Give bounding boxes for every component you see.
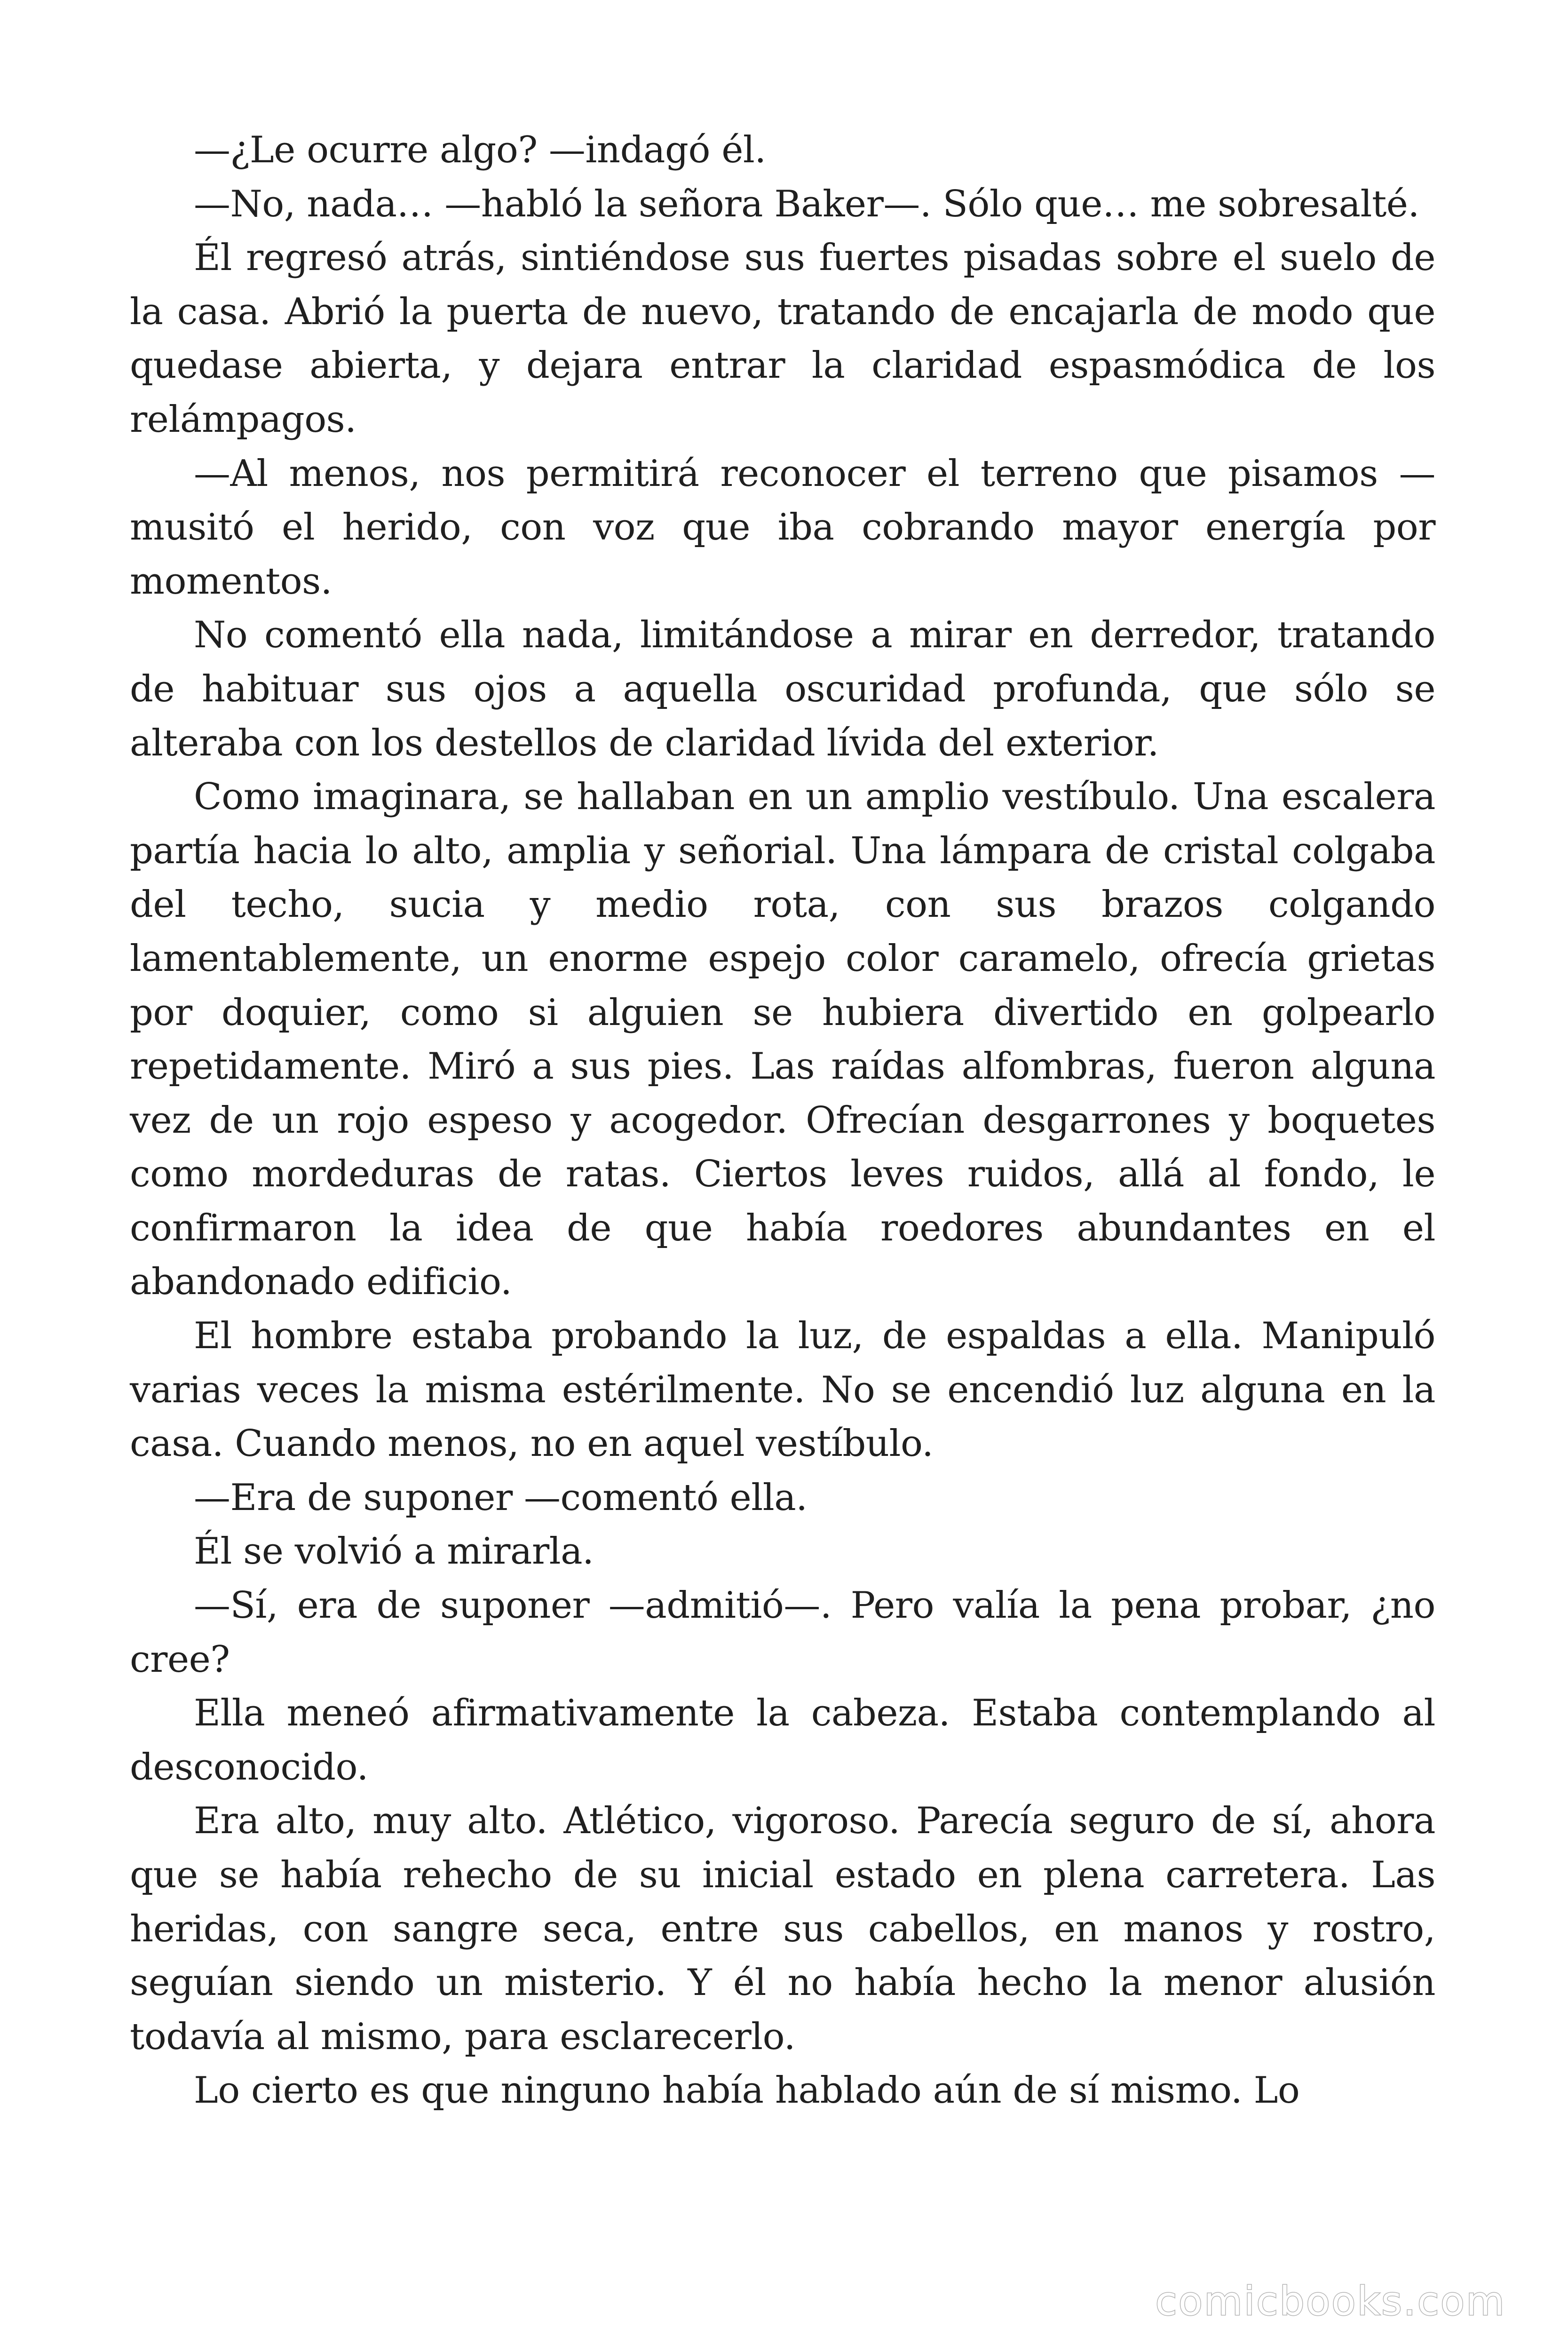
paragraph-11: Ella meneó afirmativamente la cabeza. Estaba contemplando al desconocido.	[130, 1692, 1435, 1788]
paragraph-7: El hombre estaba probando la luz, de espaldas a ella. Manipuló varias veces la misma estérilmente. No se encendió luz alguna en la casa. Cuando menos, no en aquel vestíbulo.	[130, 1315, 1435, 1465]
paragraph-6: Como imaginara, se hallaban en un amplio vestíbulo. Una escalera partía hacia lo alto, amplia y señorial. Una lámpara de cristal colgaba del techo, sucia y medio rota, con sus brazos colgando lamentablemente, un enorme espejo color caramelo, ofrecía grietas por doquier, como si alguien se hubiera divertido en golpearlo repetidamente. Miró a sus pies. Las raídas alfombras, fueron alguna vez de un rojo espeso y acogedor. Ofrecían desgarrones y boquetes como mordeduras de ratas. Ciertos leves ruidos, allá al fondo, le confirmaron la idea de que había roedores abundantes en el abandonado edificio.	[130, 776, 1435, 1303]
paragraph-3: Él regresó atrás, sintiéndose sus fuertes pisadas sobre el suelo de la casa. Abrió la puerta de nuevo, tratando de encajarla de modo que quedase abierta, y dejara entrar la claridad espasmódica de los relámpagos.	[130, 237, 1435, 441]
paragraph-12: Era alto, muy alto. Atlético, vigoroso. Parecía seguro de sí, ahora que se había rehecho de su inicial estado en plena carretera. Las heridas, con sangre seca, entre sus cabellos, en manos y rostro, seguían siendo un misterio. Y él no había hecho la menor alusión todavía al mismo, para esclarecerlo.	[130, 1800, 1435, 2058]
paragraph-8: —Era de suponer —comentó ella.	[194, 1476, 808, 1519]
body-text	[130, 123, 1435, 2118]
paragraph-2: —No, nada… —habló la señora Baker—. Sólo que… me sobresalté.	[194, 183, 1419, 225]
paragraph-5: No comentó ella nada, limitándose a mirar en derredor, tratando de habituar sus ojos a aquella oscuridad profunda, que sólo se alteraba con los destellos de claridad lívida del exterior.	[130, 614, 1435, 764]
paragraph-13: Lo cierto es que ninguno había hablado aún de sí mismo. Lo	[194, 2069, 1300, 2112]
paragraph-9: Él se volvió a mirarla.	[194, 1530, 594, 1573]
watermark-text: comicbooks.com	[1155, 2278, 1506, 2324]
paragraph-4: —Al menos, nos permitirá reconocer el terreno que pisamos — musitó el herido, con voz que iba cobrando mayor energía por momentos.	[130, 452, 1435, 603]
paragraph-1: —¿Le ocurre algo? —indagó él.	[194, 129, 766, 171]
paragraph-10: —Sí, era de suponer —admitió—. Pero valía la pena probar, ¿no cree?	[130, 1584, 1435, 1681]
